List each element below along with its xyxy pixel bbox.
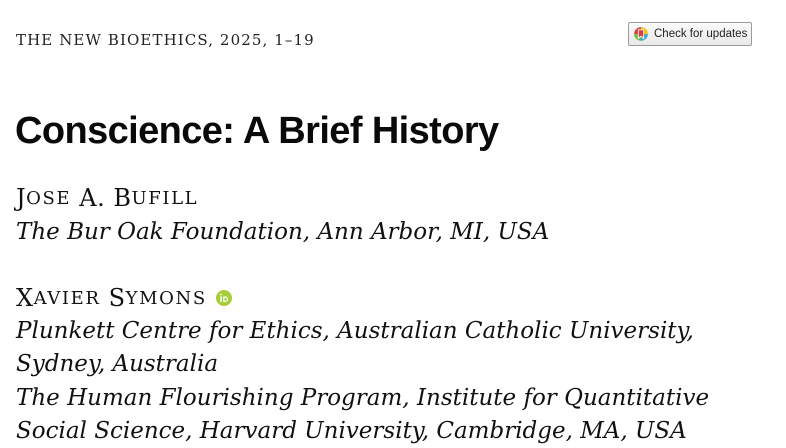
author-2-affiliation-line-1: Plunkett Centre for Ethics, Australian Catholic University, — [16, 318, 694, 344]
author-1-last-initial: B — [113, 184, 132, 212]
check-for-updates-button[interactable] — [628, 22, 752, 46]
orcid-icon[interactable] — [216, 290, 232, 306]
author-1-first-rest: OSE — [26, 187, 72, 209]
author-name-2 — [16, 284, 232, 312]
author-2-first-initial: X — [16, 284, 34, 312]
author-1-middle: A. — [71, 184, 114, 212]
author-1-first-initial: J — [16, 184, 27, 212]
crossmark-icon — [633, 26, 649, 42]
author-1-affiliation: The Bur Oak Foundation, Ann Arbor, MI, USA — [16, 219, 550, 245]
journal-citation: THE NEW BIOETHICS, 2025, 1–19 — [16, 31, 315, 49]
author-2-last-initial: S — [108, 284, 126, 312]
author-1-last-rest: UFILL — [131, 187, 199, 209]
check-for-updates-label: Check for updates — [654, 28, 748, 40]
author-2-affiliation-line-4: Social Science, Harvard University, Cambridge, MA, USA — [16, 418, 687, 444]
author-2-affiliation-line-3: The Human Flourishing Program, Institute for Quantitative — [16, 385, 710, 411]
article-title: Conscience: A Brief History — [15, 110, 499, 152]
author-2-last-rest: YMONS — [125, 287, 207, 309]
author-name-1 — [16, 184, 198, 212]
author-2-middle — [101, 284, 109, 312]
author-2-first-rest: AVIER — [33, 287, 101, 309]
author-2-affiliation-line-2: Sydney, Australia — [16, 351, 219, 377]
